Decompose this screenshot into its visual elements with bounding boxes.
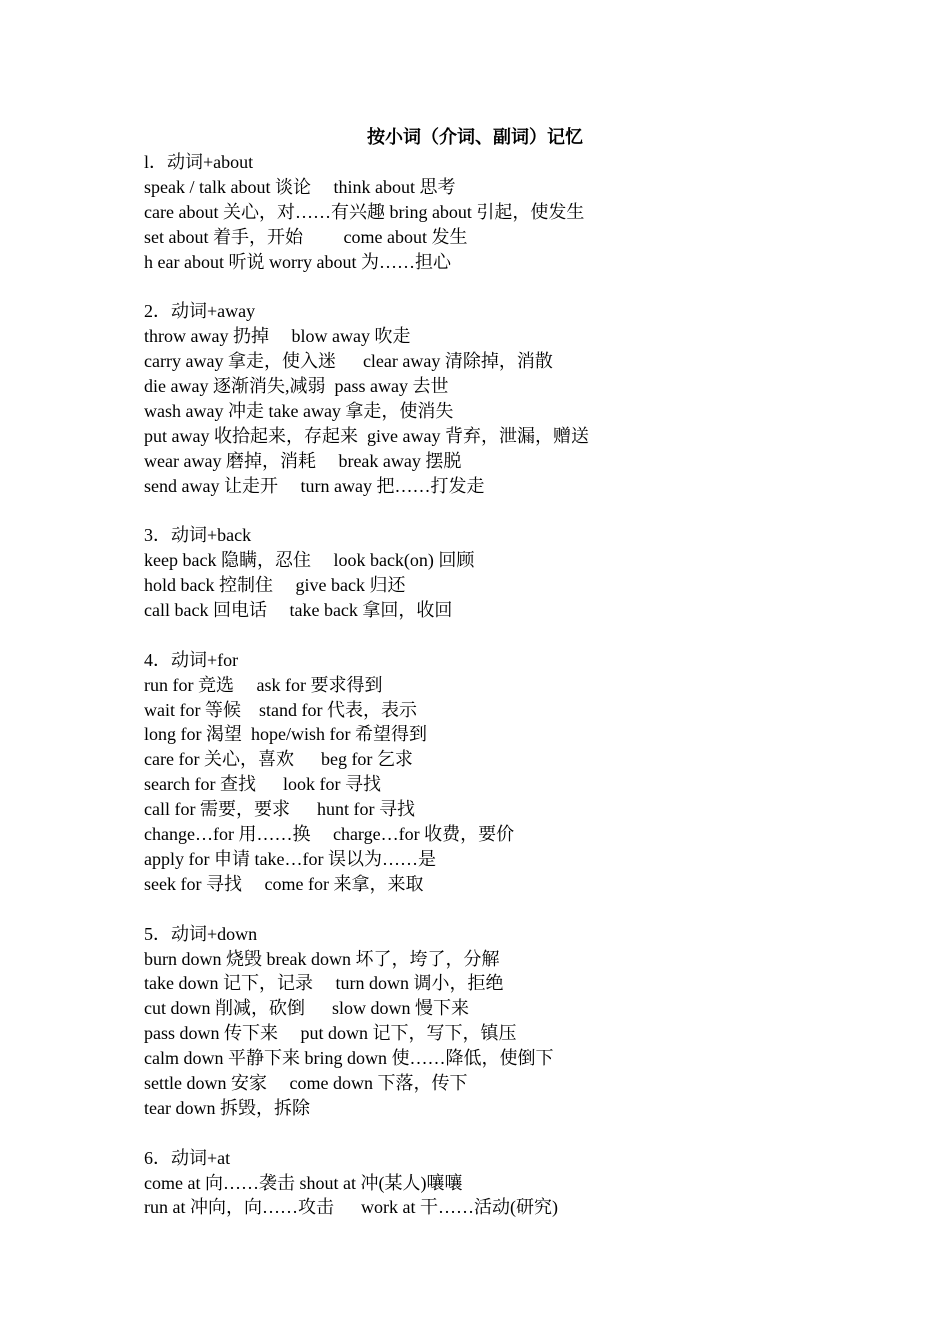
phrase-line: calm down 平静下来 bring down 使……降低，使倒下 — [144, 1048, 554, 1069]
phrase-line: settle down 安家 come down 下落，传下 — [144, 1072, 468, 1093]
phrase-line: tear down 拆毁，拆除 — [144, 1097, 310, 1118]
page-title: 按小词（介词、副词）记忆 — [367, 127, 583, 147]
blank-line — [144, 623, 904, 648]
section-heading: 2．动词+away — [144, 301, 256, 322]
phrase-line: search for 查找 look for 寻找 — [144, 774, 381, 795]
phrase-line: long for 渴望 hope/wish for 希望得到 — [144, 724, 427, 745]
phrase-line: set about 着手，开始 come about 发生 — [144, 226, 468, 247]
phrase-line: pass down 传下来 put down 记下，写下，镇压 — [144, 1023, 517, 1044]
phrase-line: seek for 寻找 come for 来拿，来取 — [144, 873, 424, 894]
phrase-line: keep back 隐瞒，忍住 look back(on) 回顾 — [144, 550, 475, 571]
section-heading: 4．动词+for — [144, 649, 239, 670]
document-body — [144, 150, 904, 1220]
phrase-line: run for 竞选 ask for 要求得到 — [144, 674, 383, 695]
phrase-line: wait for 等候 stand for 代表，表示 — [144, 699, 417, 720]
blank-line — [144, 498, 904, 523]
phrase-line: run at 冲向，向……攻击 work at 干……活动(研究) — [144, 1197, 558, 1218]
phrase-line: h ear about 听说 worry about 为……担心 — [144, 251, 451, 272]
phrase-line: send away 让走开 turn away 把……打发走 — [144, 475, 485, 496]
phrase-line: apply for 申请 take…for 误以为……是 — [144, 848, 436, 869]
section-about — [144, 150, 904, 274]
phrase-line: change…for 用……换 charge…for 收费，要价 — [144, 824, 515, 845]
section-down — [144, 922, 904, 1121]
phrase-line: call back 回电话 take back 拿回，收回 — [144, 600, 453, 621]
section-heading: 3．动词+back — [144, 525, 252, 546]
phrase-line: call for 需要，要求 hunt for 寻找 — [144, 799, 415, 820]
section-at — [144, 1146, 904, 1221]
section-away — [144, 299, 904, 498]
phrase-line: burn down 烧毁 break down 坏了，垮了，分解 — [144, 948, 500, 969]
phrase-line: wash away 冲走 take away 拿走，使消失 — [144, 400, 454, 421]
phrase-line: care about 关心，对……有兴趣 bring about 引起，使发生 — [144, 201, 585, 222]
section-heading: l．动词+about — [144, 152, 254, 172]
section-back — [144, 523, 904, 623]
phrase-line: die away 逐渐消失,减弱 pass away 去世 — [144, 376, 449, 397]
phrase-line: put away 收拾起来，存起来 give away 背弃，泄漏，赠送 — [144, 425, 589, 446]
phrase-line: wear away 磨掉，消耗 break away 摆脱 — [144, 450, 462, 471]
phrase-line: cut down 削减，砍倒 slow down 慢下来 — [144, 998, 469, 1019]
phrase-line: come at 向……袭击 shout at 冲(某人)嚷嚷 — [144, 1172, 463, 1193]
blank-line — [144, 897, 904, 922]
phrase-line: throw away 扔掉 blow away 吹走 — [144, 326, 411, 347]
blank-line — [144, 274, 904, 299]
phrase-line: speak / talk about 谈论 think about 思考 — [144, 176, 456, 197]
phrase-line: carry away 拿走，使入迷 clear away 清除掉，消散 — [144, 351, 553, 372]
phrase-line: hold back 控制住 give back 归还 — [144, 575, 406, 596]
phrase-line: care for 关心，喜欢 beg for 乞求 — [144, 749, 413, 770]
section-heading: 5．动词+down — [144, 923, 258, 944]
section-for — [144, 648, 904, 897]
phrase-line: take down 记下，记录 turn down 调小，拒绝 — [144, 973, 504, 994]
blank-line — [144, 1121, 904, 1146]
section-heading: 6．动词+at — [144, 1147, 231, 1168]
